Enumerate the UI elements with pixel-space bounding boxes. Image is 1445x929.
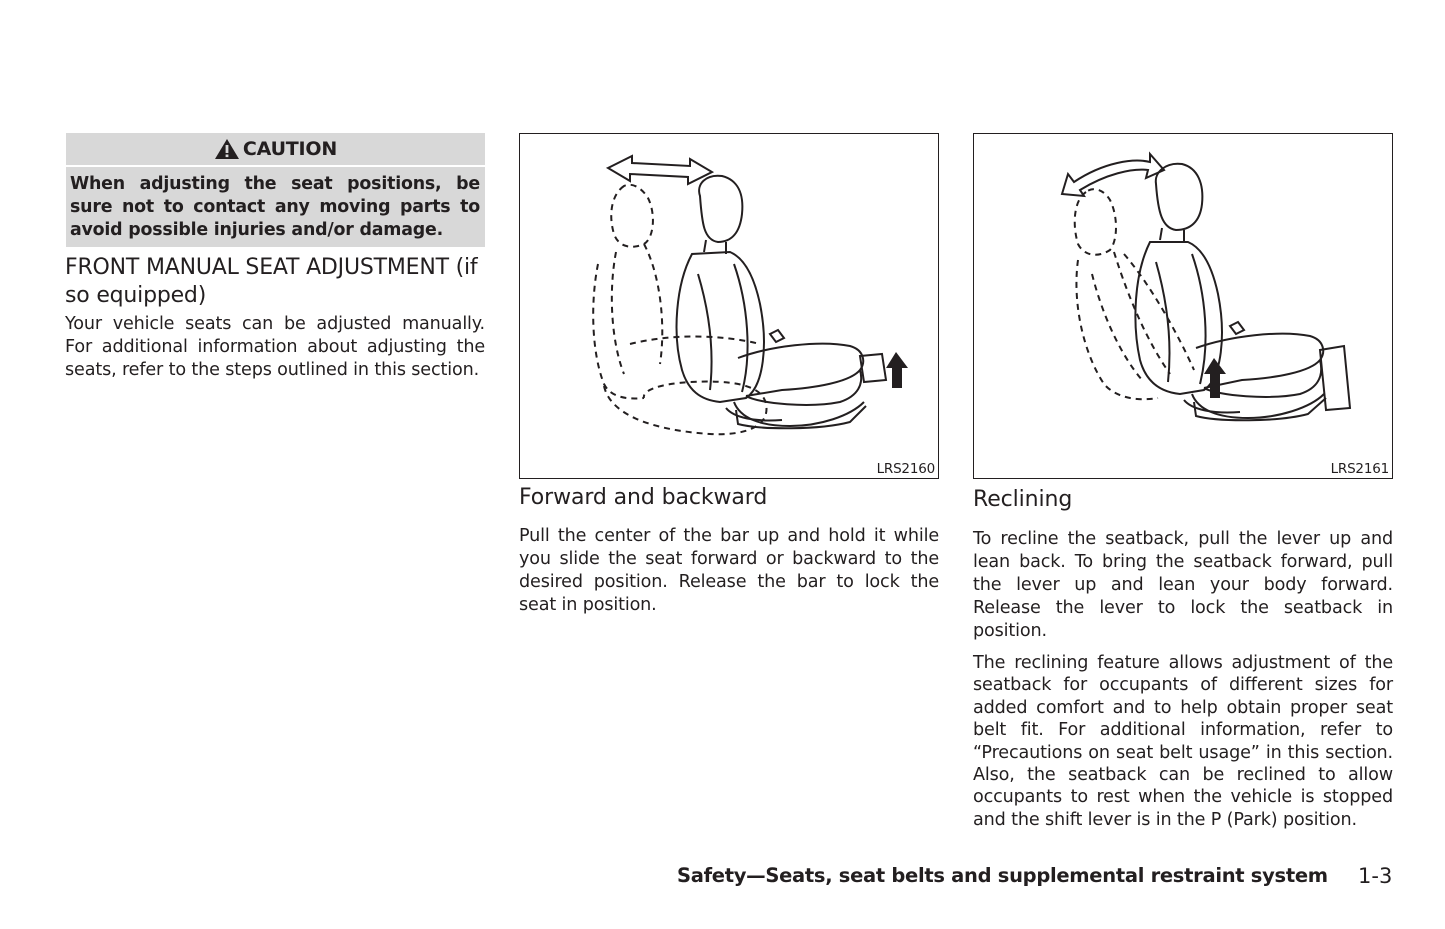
caution-heading-text: CAUTION — [242, 138, 338, 160]
page-number: 1-3 — [1358, 864, 1393, 888]
figure-code: LRS2161 — [1330, 461, 1389, 477]
forward-text: Pull the center of the bar up and hold it while you slide the seat forward or backward to the desired position. Release the bar to lock the seat in position. — [519, 526, 939, 615]
footer-title: Safety—Seats, seat belts and supplemental restraint system — [677, 864, 1328, 887]
reclining-figure — [973, 133, 1393, 479]
forward-caption: Forward and backward — [519, 485, 768, 510]
section-title: FRONT MANUAL SEAT ADJUSTMENT (if so equipped) — [65, 255, 478, 308]
reclining-caption: Reclining — [973, 487, 1073, 512]
seat-recline-illustration — [974, 134, 1394, 480]
forward-backward-figure — [519, 133, 939, 479]
reclining-text-2: The reclining feature allows adjustment of the seatback for occupants of different sizes for added comfort and to help obtain proper seat belt fit. For additional information, refer to “Precautions on seat belt usage” in this section. Also, the seatback can be reclined to allow occupants to rest when the vehicle is stopped and the shift lever is in the P (Park) position. — [973, 653, 1393, 830]
seat-slide-illustration — [520, 134, 940, 480]
section-intro: Your vehicle seats can be adjusted manually. For additional information about adjusting the seats, refer to the steps outlined in this section. — [65, 314, 485, 380]
reclining-text-1: To recline the seatback, pull the lever up and lean back. To bring the seatback forward, pull the lever up and lean your body forward. Release the lever to lock the seatback in position. — [973, 529, 1393, 641]
caution-heading — [66, 133, 485, 165]
figure-code: LRS2160 — [876, 461, 935, 477]
caution-text: When adjusting the seat positions, be sure not to contact any moving parts to avoid possible injuries and/or damage. — [66, 167, 485, 247]
warning-triangle-icon — [214, 138, 240, 160]
